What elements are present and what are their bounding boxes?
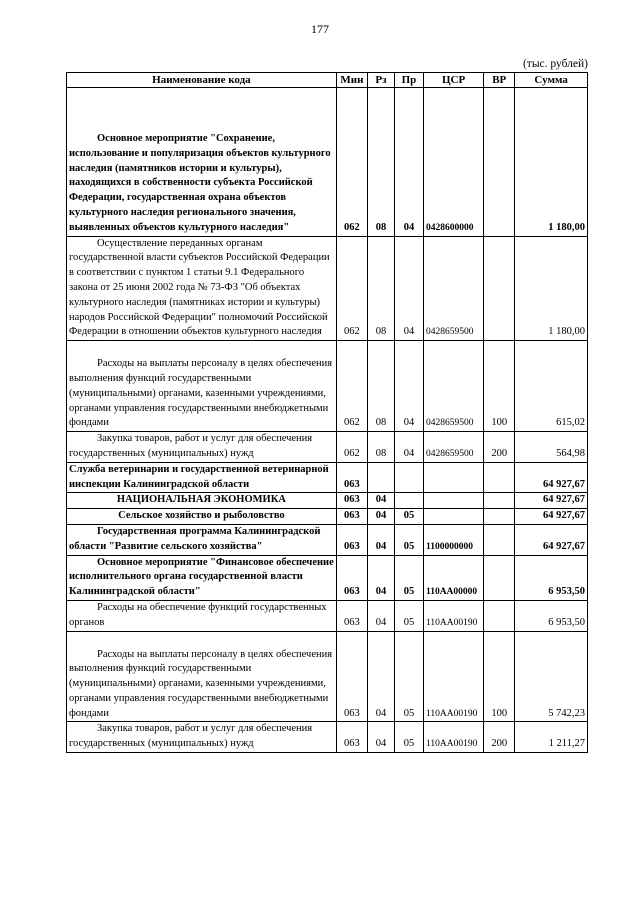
- row-csr: 0428600000: [423, 88, 483, 237]
- row-csr: 0428659500: [423, 236, 483, 341]
- row-sum: 1 211,27: [515, 722, 588, 753]
- row-name: Служба ветеринарии и государственной ветеринарной инспекции Калининградской области: [67, 462, 337, 493]
- row-vr: 100: [484, 341, 515, 432]
- row-rz: 04: [367, 509, 394, 525]
- row-sum: 5 742,23: [515, 631, 588, 722]
- table-row: [67, 631, 588, 722]
- row-pr: 05: [394, 722, 423, 753]
- row-rz: 04: [367, 631, 394, 722]
- row-name: Государственная программа Калининградской области "Развитие сельского хозяйства": [67, 524, 337, 555]
- row-sum: 64 927,67: [515, 524, 588, 555]
- row-csr: 110АА00000: [423, 555, 483, 600]
- row-rz: 08: [367, 236, 394, 341]
- row-vr: 200: [484, 432, 515, 463]
- header-csr: ЦСР: [423, 73, 483, 88]
- table-row: [67, 493, 588, 509]
- row-min: 063: [336, 600, 367, 631]
- row-pr: 04: [394, 341, 423, 432]
- row-rz: 04: [367, 493, 394, 509]
- row-vr: [484, 493, 515, 509]
- row-rz: 08: [367, 88, 394, 237]
- header-name: Наименование кода: [67, 73, 337, 88]
- row-name: Основное мероприятие "Финансовое обеспечение исполнительного органа государственной власти Калининградской области": [67, 555, 337, 600]
- row-sum: 1 180,00: [515, 236, 588, 341]
- row-name: Закупка товаров, работ и услуг для обеспечения государственных (муниципальных) нужд: [67, 432, 337, 463]
- row-csr: 110АА00190: [423, 600, 483, 631]
- row-name: Осуществление переданных органам государственной власти субъектов Российской Федерации в соответствии с пунктом 1 статьи 9.1 Федерального закона от 25 июня 2002 года № 73-ФЗ "Об объектах культурного наследия (памятниках истории и культуры) народов Российской Федерации" полномочий Российской Федерации в отношении объектов культурного наследия: [67, 236, 337, 341]
- row-vr: [484, 462, 515, 493]
- table-row: [67, 555, 588, 600]
- row-rz: 04: [367, 524, 394, 555]
- table-row: [67, 722, 588, 753]
- row-pr: 05: [394, 509, 423, 525]
- row-sum: 64 927,67: [515, 509, 588, 525]
- header-vr: ВР: [484, 73, 515, 88]
- row-rz: [367, 462, 394, 493]
- row-sum: 64 927,67: [515, 462, 588, 493]
- row-sum: 6 953,50: [515, 600, 588, 631]
- table-row: [67, 88, 588, 237]
- row-sum: 1 180,00: [515, 88, 588, 237]
- row-vr: [484, 600, 515, 631]
- row-vr: 100: [484, 631, 515, 722]
- header-sum: Сумма: [515, 73, 588, 88]
- row-csr: 110АА00190: [423, 631, 483, 722]
- header-min: Мин: [336, 73, 367, 88]
- row-pr: 05: [394, 555, 423, 600]
- table-row: [67, 600, 588, 631]
- row-min: 063: [336, 524, 367, 555]
- table-row: [67, 462, 588, 493]
- row-name: Расходы на обеспечение функций государственных органов: [67, 600, 337, 631]
- row-rz: 08: [367, 432, 394, 463]
- row-rz: 08: [367, 341, 394, 432]
- row-vr: [484, 509, 515, 525]
- row-name: НАЦИОНАЛЬНАЯ ЭКОНОМИКА: [67, 493, 337, 509]
- row-name: Расходы на выплаты персоналу в целях обеспечения выполнения функций государственными (муниципальными) органами, казенными учреждениями, органами управления государственными внебюджетными фондами: [67, 341, 337, 432]
- table-row: [67, 524, 588, 555]
- row-vr: [484, 236, 515, 341]
- row-name: Расходы на выплаты персоналу в целях обеспечения выполнения функций государственными (муниципальными) органами, казенными учреждениями, органами управления государственными внебюджетными фондами: [67, 631, 337, 722]
- table-row: [67, 432, 588, 463]
- row-name: Сельское хозяйство и рыболовство: [67, 509, 337, 525]
- header-pr: Пр: [394, 73, 423, 88]
- row-min: 063: [336, 631, 367, 722]
- row-min: 062: [336, 432, 367, 463]
- row-csr: [423, 462, 483, 493]
- table-header-row: [67, 73, 588, 88]
- row-name: Основное мероприятие "Сохранение, использование и популяризация объектов культурного наследия (памятников истории и культуры), находящихся в собственности субъекта Российской Федерации, государственная охрана объектов культурного наследия регионального значения, выявленных объектов культурного наследия": [67, 88, 337, 237]
- row-csr: 0428659500: [423, 341, 483, 432]
- row-rz: 04: [367, 600, 394, 631]
- row-csr: 0428659500: [423, 432, 483, 463]
- row-vr: 200: [484, 722, 515, 753]
- row-csr: [423, 509, 483, 525]
- table-row: [67, 509, 588, 525]
- row-sum: 615,02: [515, 341, 588, 432]
- row-min: 062: [336, 88, 367, 237]
- row-pr: [394, 462, 423, 493]
- row-min: 063: [336, 462, 367, 493]
- row-min: 063: [336, 722, 367, 753]
- row-min: 063: [336, 555, 367, 600]
- row-pr: 05: [394, 631, 423, 722]
- table-row: [67, 341, 588, 432]
- row-min: 062: [336, 236, 367, 341]
- row-pr: 05: [394, 600, 423, 631]
- page-number: 177: [311, 22, 329, 36]
- row-min: 062: [336, 341, 367, 432]
- row-min: 063: [336, 509, 367, 525]
- row-pr: [394, 493, 423, 509]
- row-min: 063: [336, 493, 367, 509]
- row-pr: 04: [394, 432, 423, 463]
- row-sum: 564,98: [515, 432, 588, 463]
- table-row: [67, 236, 588, 341]
- budget-table: [66, 72, 588, 753]
- header-rz: Рз: [367, 73, 394, 88]
- row-rz: 04: [367, 555, 394, 600]
- row-csr: [423, 493, 483, 509]
- units-note: (тыс. рублей): [522, 58, 588, 70]
- row-vr: [484, 88, 515, 237]
- row-name: Закупка товаров, работ и услуг для обеспечения государственных (муниципальных) нужд: [67, 722, 337, 753]
- row-pr: 04: [394, 236, 423, 341]
- row-pr: 05: [394, 524, 423, 555]
- row-pr: 04: [394, 88, 423, 237]
- row-csr: 1100000000: [423, 524, 483, 555]
- row-sum: 6 953,50: [515, 555, 588, 600]
- row-csr: 110АА00190: [423, 722, 483, 753]
- row-sum: 64 927,67: [515, 493, 588, 509]
- row-vr: [484, 555, 515, 600]
- row-rz: 04: [367, 722, 394, 753]
- row-vr: [484, 524, 515, 555]
